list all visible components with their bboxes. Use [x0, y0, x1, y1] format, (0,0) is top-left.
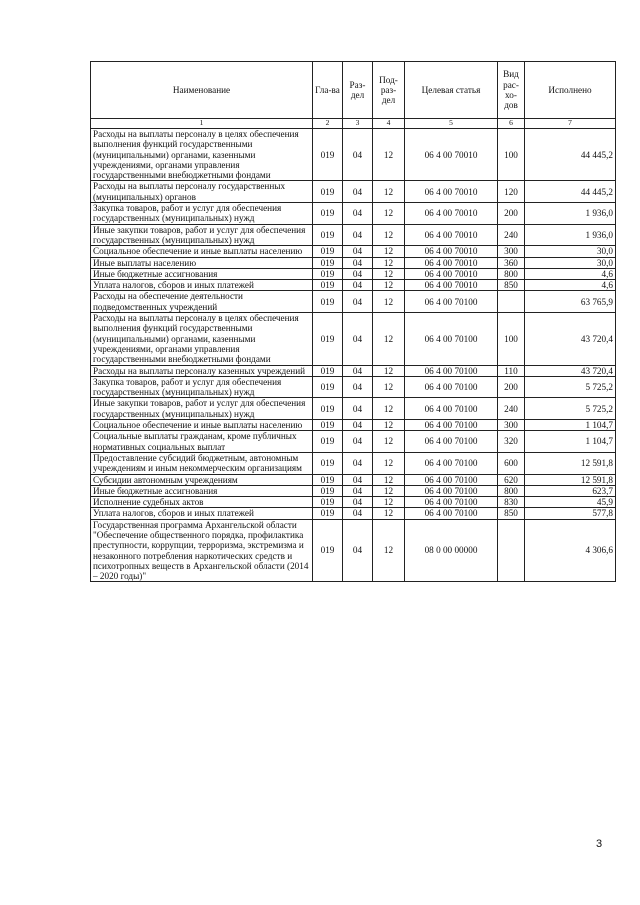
row-vid: 120 [498, 181, 525, 203]
row-amount: 577,8 [525, 508, 616, 519]
header-statya: Целевая статья [405, 62, 498, 119]
row-vid: 300 [498, 420, 525, 431]
table-row [91, 268, 616, 279]
table-row [91, 485, 616, 496]
row-podrazdel: 12 [373, 291, 405, 313]
row-amount: 1 936,0 [525, 224, 616, 246]
row-podrazdel: 12 [373, 519, 405, 582]
row-statya: 06 4 00 70010 [405, 257, 498, 268]
row-name: Расходы на выплаты персоналу в целях обеспечения выполнения функций государственными (муниципальными) органами, казенными учреждениями, органами управления государственными внебюджетными фондами [91, 129, 313, 181]
column-index: 2 [313, 119, 343, 129]
row-name: Иные бюджетные ассигнования [91, 268, 313, 279]
row-glava: 019 [313, 431, 343, 453]
row-glava: 019 [313, 420, 343, 431]
row-statya: 06 4 00 70010 [405, 280, 498, 291]
row-razdel: 04 [343, 519, 373, 582]
row-name: Иные выплаты населению [91, 257, 313, 268]
page-number: 3 [596, 838, 603, 850]
header-glava: Гла-ва [313, 62, 343, 119]
row-vid: 600 [498, 452, 525, 474]
table-row [91, 474, 616, 485]
row-statya: 06 4 00 70100 [405, 313, 498, 365]
row-statya: 06 4 00 70100 [405, 420, 498, 431]
row-amount: 4,6 [525, 268, 616, 279]
row-vid: 200 [498, 376, 525, 398]
row-statya: 06 4 00 70100 [405, 497, 498, 508]
row-vid: 620 [498, 474, 525, 485]
row-statya: 08 0 00 00000 [405, 519, 498, 582]
row-statya: 06 4 00 70100 [405, 365, 498, 376]
row-vid: 360 [498, 257, 525, 268]
row-amount: 623,7 [525, 485, 616, 496]
row-podrazdel: 12 [373, 398, 405, 420]
row-name: Иные бюджетные ассигнования [91, 485, 313, 496]
row-name: Расходы на выплаты персоналу в целях обеспечения выполнения функций государственными (муниципальными) органами, казенными учреждениями, органами управления государственными внебюджетными фондами [91, 313, 313, 365]
row-vid: 850 [498, 508, 525, 519]
row-razdel: 04 [343, 246, 373, 257]
row-vid: 800 [498, 268, 525, 279]
row-glava: 019 [313, 497, 343, 508]
row-podrazdel: 12 [373, 129, 405, 181]
row-razdel: 04 [343, 291, 373, 313]
row-razdel: 04 [343, 497, 373, 508]
row-podrazdel: 12 [373, 257, 405, 268]
row-podrazdel: 12 [373, 280, 405, 291]
row-razdel: 04 [343, 129, 373, 181]
row-glava: 019 [313, 246, 343, 257]
row-podrazdel: 12 [373, 268, 405, 279]
row-podrazdel: 12 [373, 474, 405, 485]
row-name: Социальное обеспечение и иные выплаты населению [91, 420, 313, 431]
table-row [91, 291, 616, 313]
row-vid [498, 519, 525, 582]
column-index: 6 [498, 119, 525, 129]
row-statya: 06 4 00 70100 [405, 431, 498, 453]
row-statya: 06 4 00 70010 [405, 129, 498, 181]
row-amount: 12 591,8 [525, 474, 616, 485]
row-razdel: 04 [343, 181, 373, 203]
row-name: Исполнение судебных актов [91, 497, 313, 508]
row-name: Расходы на выплаты персоналу казенных учреждений [91, 365, 313, 376]
row-glava: 019 [313, 519, 343, 582]
table-row [91, 420, 616, 431]
row-name: Расходы на обеспечение деятельности подведомственных учреждений [91, 291, 313, 313]
row-amount: 30,0 [525, 246, 616, 257]
row-razdel: 04 [343, 485, 373, 496]
row-razdel: 04 [343, 508, 373, 519]
table-row [91, 181, 616, 203]
row-vid: 240 [498, 398, 525, 420]
row-glava: 019 [313, 280, 343, 291]
row-name: Уплата налогов, сборов и иных платежей [91, 508, 313, 519]
row-name: Государственная программа Архангельской области "Обеспечение общественного порядка, профилактика преступности, коррупции, терроризма, экстремизма и незаконного потребления наркотических средств и психотропных веществ в Архангельской области (2014 – 2020 годы)" [91, 519, 313, 582]
table-row [91, 365, 616, 376]
row-amount: 4 306,6 [525, 519, 616, 582]
column-index: 7 [525, 119, 616, 129]
row-podrazdel: 12 [373, 508, 405, 519]
row-razdel: 04 [343, 452, 373, 474]
row-glava: 019 [313, 203, 343, 225]
row-razdel: 04 [343, 280, 373, 291]
row-amount: 63 765,9 [525, 291, 616, 313]
row-podrazdel: 12 [373, 203, 405, 225]
row-razdel: 04 [343, 313, 373, 365]
column-index-row [91, 119, 616, 129]
table-row [91, 398, 616, 420]
row-amount: 5 725,2 [525, 398, 616, 420]
row-statya: 06 4 00 70010 [405, 181, 498, 203]
row-amount: 45,9 [525, 497, 616, 508]
row-vid: 100 [498, 313, 525, 365]
row-name: Закупка товаров, работ и услуг для обеспечения государственных (муниципальных) нужд [91, 203, 313, 225]
row-glava: 019 [313, 376, 343, 398]
table-row [91, 376, 616, 398]
header-row [91, 62, 616, 119]
row-podrazdel: 12 [373, 485, 405, 496]
row-razdel: 04 [343, 224, 373, 246]
row-podrazdel: 12 [373, 376, 405, 398]
table-row [91, 519, 616, 582]
header-razdel: Раз-дел [343, 62, 373, 119]
row-glava: 019 [313, 129, 343, 181]
row-razdel: 04 [343, 268, 373, 279]
header-podrazdel: Под-раз-дел [373, 62, 405, 119]
row-glava: 019 [313, 398, 343, 420]
row-statya: 06 4 00 70010 [405, 224, 498, 246]
row-name: Социальные выплаты гражданам, кроме публичных нормативных социальных выплат [91, 431, 313, 453]
row-razdel: 04 [343, 365, 373, 376]
header-amount: Исполнено [525, 62, 616, 119]
table-row [91, 257, 616, 268]
row-statya: 06 4 00 70010 [405, 203, 498, 225]
row-name: Расходы на выплаты персоналу государственных (муниципальных) органов [91, 181, 313, 203]
row-amount: 12 591,8 [525, 452, 616, 474]
row-podrazdel: 12 [373, 420, 405, 431]
budget-execution-table [90, 61, 616, 582]
row-vid: 850 [498, 280, 525, 291]
row-name: Иные закупки товаров, работ и услуг для обеспечения государственных (муниципальных) нужд [91, 398, 313, 420]
table-row [91, 280, 616, 291]
row-amount: 43 720,4 [525, 313, 616, 365]
row-statya: 06 4 00 70010 [405, 268, 498, 279]
row-statya: 06 4 00 70100 [405, 474, 498, 485]
row-glava: 019 [313, 508, 343, 519]
table-row [91, 313, 616, 365]
row-podrazdel: 12 [373, 452, 405, 474]
row-podrazdel: 12 [373, 224, 405, 246]
row-glava: 019 [313, 257, 343, 268]
row-vid: 300 [498, 246, 525, 257]
row-amount: 1 936,0 [525, 203, 616, 225]
row-statya: 06 4 00 70100 [405, 376, 498, 398]
header-vid: Вид рас-хо-дов [498, 62, 525, 119]
row-statya: 06 4 00 70100 [405, 452, 498, 474]
row-razdel: 04 [343, 203, 373, 225]
row-vid: 240 [498, 224, 525, 246]
row-amount: 43 720,4 [525, 365, 616, 376]
row-razdel: 04 [343, 376, 373, 398]
row-glava: 019 [313, 181, 343, 203]
row-statya: 06 4 00 70100 [405, 485, 498, 496]
row-razdel: 04 [343, 474, 373, 485]
row-podrazdel: 12 [373, 181, 405, 203]
row-amount: 1 104,7 [525, 420, 616, 431]
row-amount: 30,0 [525, 257, 616, 268]
column-index: 3 [343, 119, 373, 129]
row-amount: 44 445,2 [525, 181, 616, 203]
row-vid: 200 [498, 203, 525, 225]
row-vid: 830 [498, 497, 525, 508]
row-podrazdel: 12 [373, 497, 405, 508]
row-razdel: 04 [343, 398, 373, 420]
row-vid [498, 291, 525, 313]
table-row [91, 224, 616, 246]
row-glava: 019 [313, 291, 343, 313]
table-body [91, 129, 616, 582]
row-name: Иные закупки товаров, работ и услуг для обеспечения государственных (муниципальных) нужд [91, 224, 313, 246]
row-podrazdel: 12 [373, 246, 405, 257]
row-statya: 06 4 00 70100 [405, 508, 498, 519]
row-podrazdel: 12 [373, 313, 405, 365]
column-index: 1 [91, 119, 313, 129]
row-vid: 100 [498, 129, 525, 181]
row-glava: 019 [313, 485, 343, 496]
row-glava: 019 [313, 313, 343, 365]
row-razdel: 04 [343, 431, 373, 453]
row-glava: 019 [313, 452, 343, 474]
row-razdel: 04 [343, 420, 373, 431]
row-statya: 06 4 00 70010 [405, 246, 498, 257]
row-name: Социальное обеспечение и иные выплаты населению [91, 246, 313, 257]
column-index: 5 [405, 119, 498, 129]
row-statya: 06 4 00 70100 [405, 398, 498, 420]
row-glava: 019 [313, 365, 343, 376]
table-row [91, 508, 616, 519]
row-amount: 5 725,2 [525, 376, 616, 398]
table-row [91, 129, 616, 181]
row-amount: 4,6 [525, 280, 616, 291]
row-razdel: 04 [343, 257, 373, 268]
row-vid: 110 [498, 365, 525, 376]
table-row [91, 431, 616, 453]
row-podrazdel: 12 [373, 365, 405, 376]
row-glava: 019 [313, 268, 343, 279]
row-name: Уплата налогов, сборов и иных платежей [91, 280, 313, 291]
row-statya: 06 4 00 70100 [405, 291, 498, 313]
row-amount: 44 445,2 [525, 129, 616, 181]
row-vid: 800 [498, 485, 525, 496]
row-vid: 320 [498, 431, 525, 453]
row-name: Субсидии автономным учреждениям [91, 474, 313, 485]
table-row [91, 203, 616, 225]
row-amount: 1 104,7 [525, 431, 616, 453]
table-row [91, 246, 616, 257]
table-row [91, 497, 616, 508]
column-index: 4 [373, 119, 405, 129]
row-name: Закупка товаров, работ и услуг для обеспечения государственных (муниципальных) нужд [91, 376, 313, 398]
row-name: Предоставление субсидий бюджетным, автономным учреждениям и иным некоммерческим организациям [91, 452, 313, 474]
table-row [91, 452, 616, 474]
header-name: Наименование [91, 62, 313, 119]
row-glava: 019 [313, 474, 343, 485]
row-podrazdel: 12 [373, 431, 405, 453]
row-glava: 019 [313, 224, 343, 246]
